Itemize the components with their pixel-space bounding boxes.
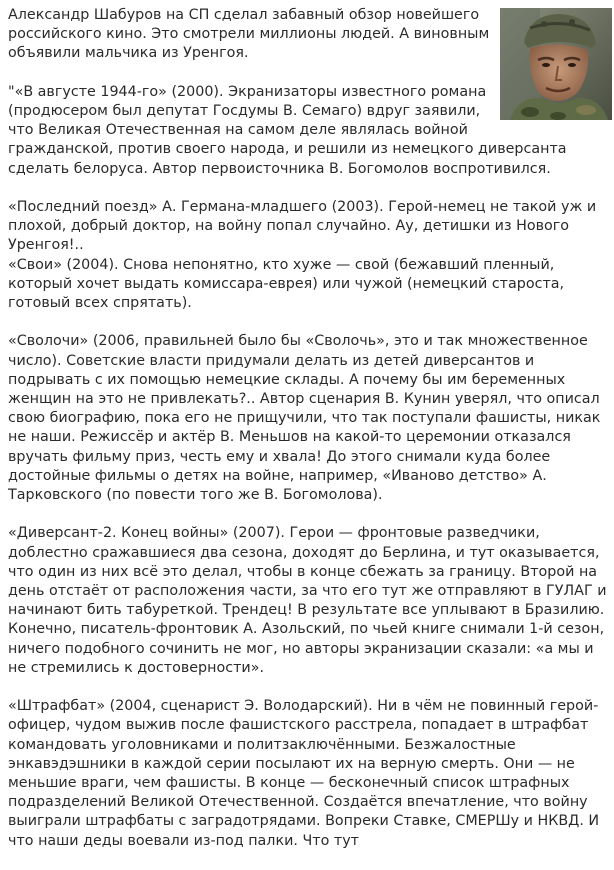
post-body bbox=[8, 6, 612, 870]
paragraph-line: «Сволочи» (2006, правильней было бы «Сволочь», это и так множественное число). Советские власти придумали делать из детей диверсантов и подрывать с их помощью немецкие склады. А почему бы им беременных женщин на это не привлекать?.. Автор сценария В. Кунин уверял, что описал свою биографию, пока его не прищучили, что так поступали фашисты, никак не наши. Режиссёр и актёр В. Меньшов на какой-то церемонии отказался вручать фильму приз, честь ему и хвала! До этого снимали куда более достойные фильмы о детях на войне, например, «Иваново детство» А. Тарковского (по повести того же В. Богомолова). bbox=[8, 333, 601, 504]
paragraph-line: «Последний поезд» А. Германа-младшего (2003). Герой-немец не такой уж и плохой, добрый доктор, на войну попал случайно. Ау, детишки из Нового Уренгоя!.. bbox=[8, 199, 597, 254]
intro-paragraph: Александр Шабуров на СП сделал забавный обзор новейшего российского кино. Это смотрели миллионы людей. А виновным объявили мальчика из Уренгоя. bbox=[8, 7, 490, 62]
paragraph-last-train bbox=[8, 198, 612, 313]
paragraph-line: «Свои» (2004). Снова непонятно, кто хуже — свой (бежавший пленный, который хочет выдать комиссара-еврея) или чужой (немецкий староста, готовый всех спрятать). bbox=[8, 256, 565, 312]
paragraph-svolochi bbox=[8, 332, 612, 505]
paragraph-line: "«В августе 1944-го» (2000). Экранизаторы известного романа (продюсером был депутат Госдумы В. Семаго) вдруг заявили, что Великая Отечественная на самом деле являлась войной гражданской, против своего народа, и решили из немецкого диверсанта сделать белоруса. Автор первоисточника В. Богомолов воспротивился. bbox=[8, 83, 567, 177]
paragraph-line: «Диверсант-2. Конец войны» (2007). Герои — фронтовые разведчики, доблестно сражавшиеся два сезона, доходят до Берлина, и тут оказывается, что один из них всё это делал, чтобы в конце сбежать за границу. Второй на день отстаёт от расположения части, за что его тут же отправляют в ГУЛАГ и начинают бить табуреткой. Трендец! В результате все уплывают в Бразилию. Конечно, писатель-фронтовик А. Азольский, по чьей книге снимали 1-й сезон, ничего подобного сочинить не мог, но авторы экранизации сказали: «а мы и не стремились к достоверности». bbox=[8, 525, 607, 676]
paragraph-shtrafbat bbox=[8, 697, 612, 851]
author-photo bbox=[500, 8, 612, 120]
paragraph-line: «Штрафбат» (2004, сценарист Э. Володарский). Ни в чём не повинный герой-офицер, чудом выжив после фашистского расстрела, попадает в штрафбат командовать уголовниками и политзаключёнными. Безжалостные энкавэдэшники в каждой серии посылают их на верную смерть. Они — не меньшие враги, чем фашисты. В конце — бесконечный список штрафных подразделений Великой Отечественной. Создаётся впечатление, что войну выиграли штрафбаты с заградотрядами. Вопреки Ставке, СМЕРШу и НКВД. И что наши деды воевали из-под палки. Что тут bbox=[8, 698, 600, 849]
paragraph-diversant-2 bbox=[8, 524, 612, 678]
